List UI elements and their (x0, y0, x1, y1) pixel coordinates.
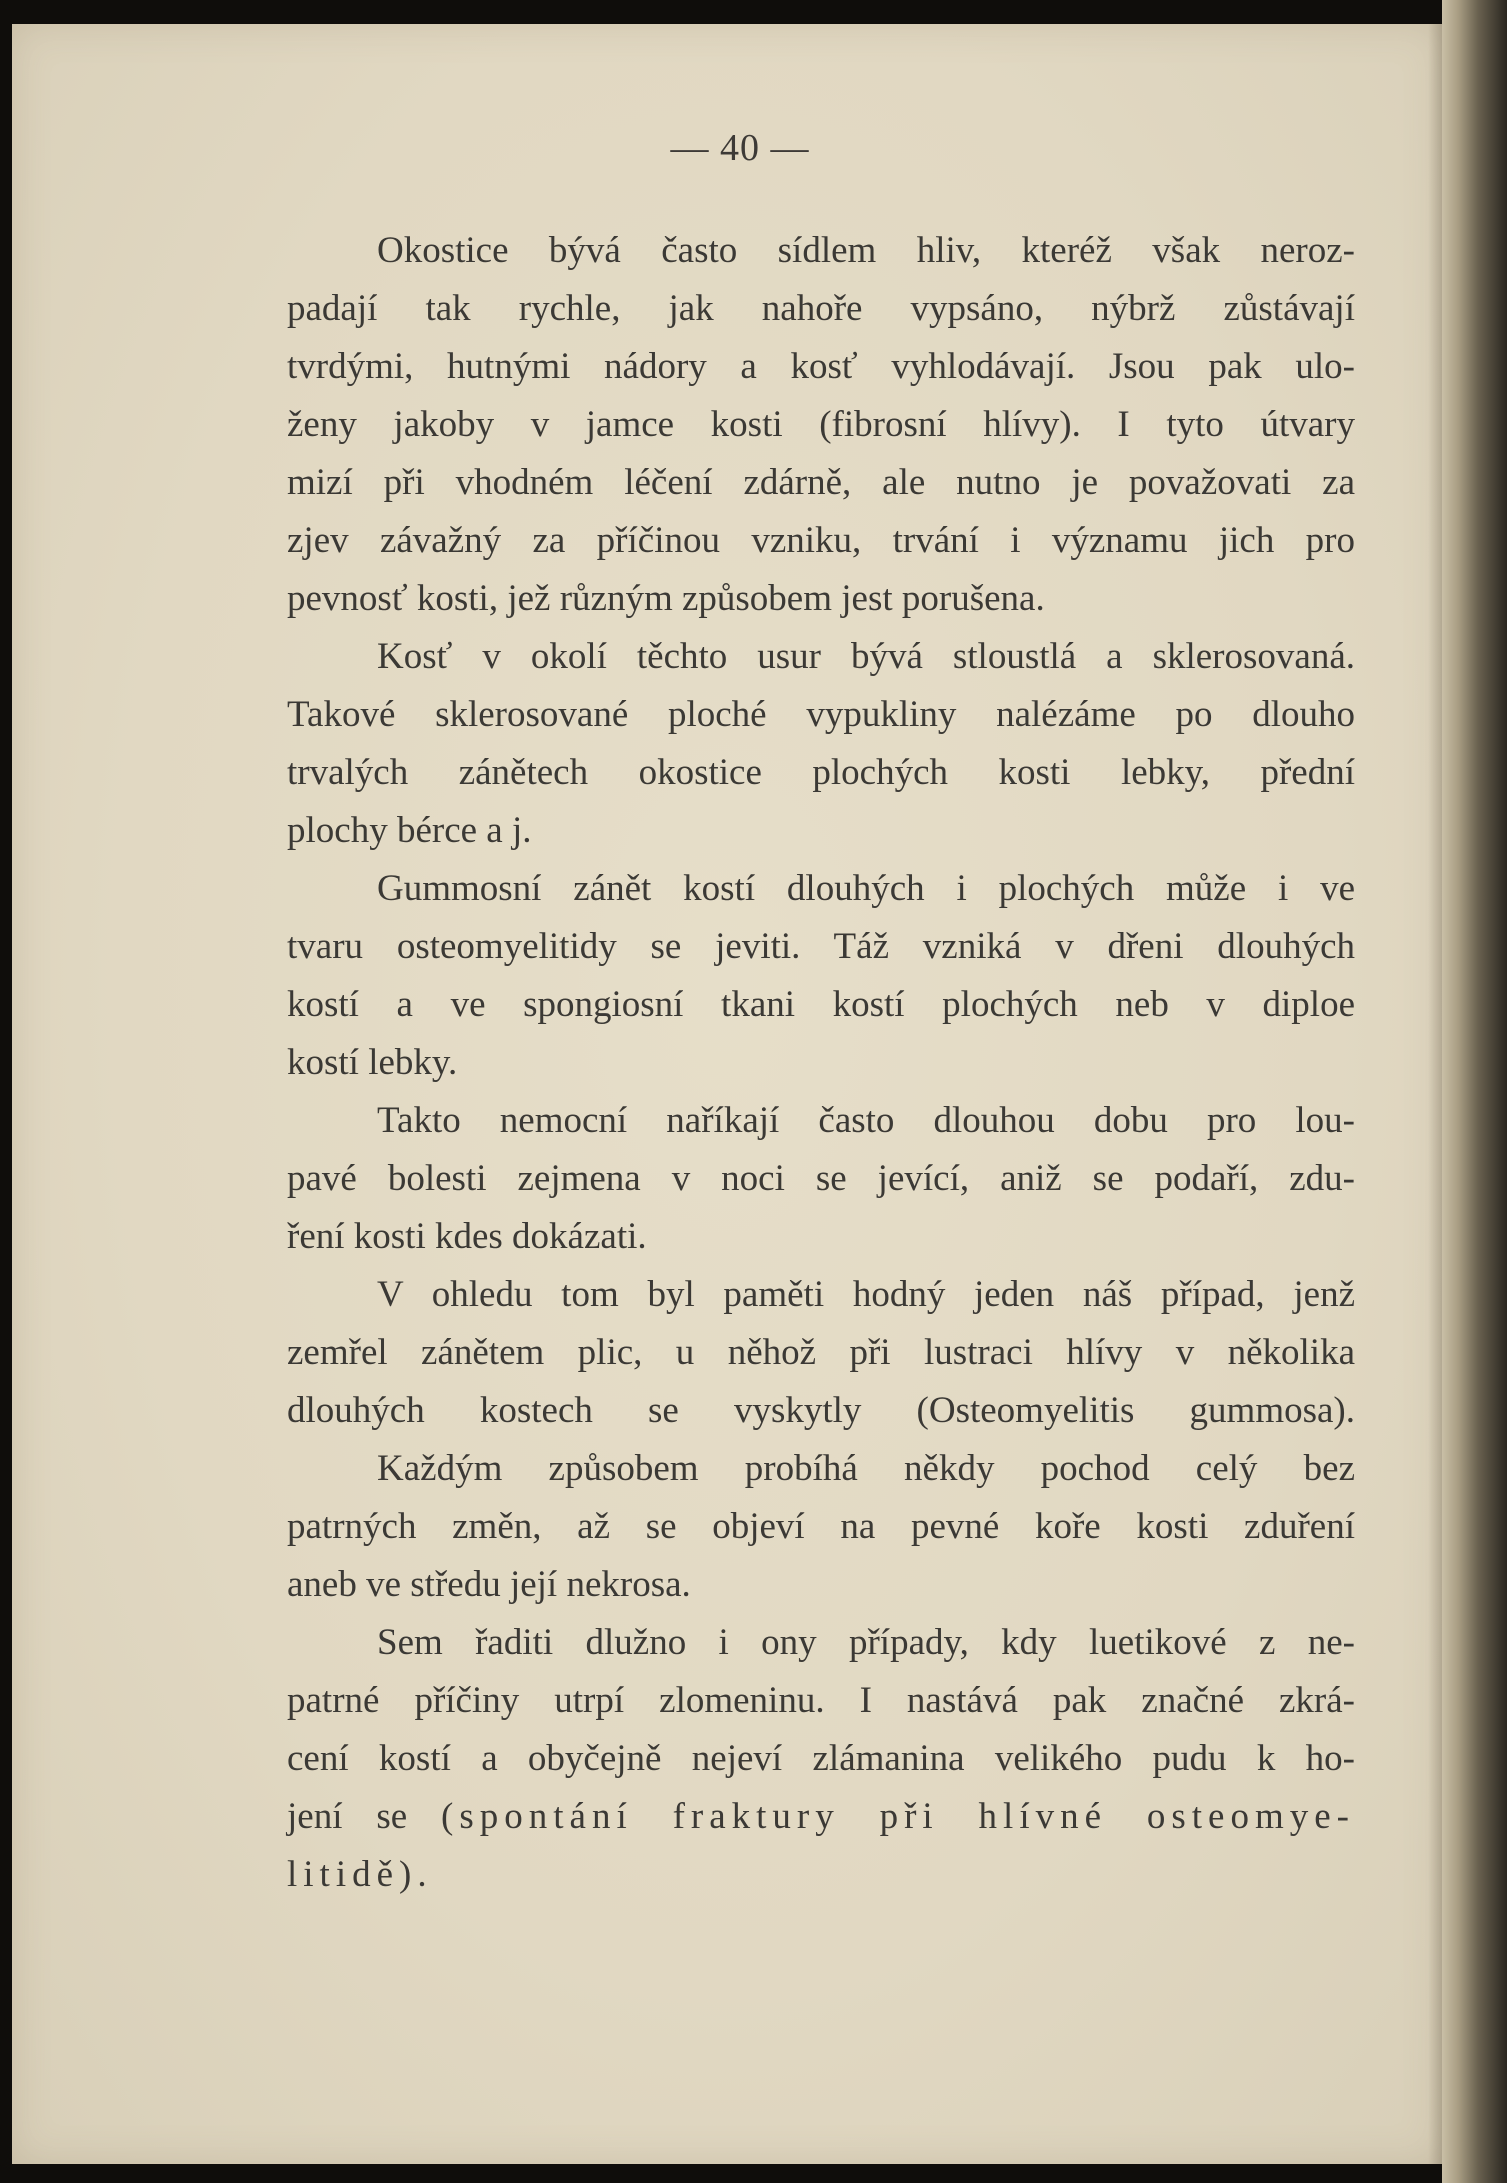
text-line: Takto nemocní naříkají často dlouhou dobu pro lou- (377, 1100, 1355, 1141)
text-line: plochy bérce a j. (287, 810, 532, 851)
text-line: litidě). (287, 1854, 433, 1895)
text-line: ženy jakoby v jamce kosti (fibrosní hlívy). I tyto útvary (287, 404, 1355, 445)
page-number: — 40 — (670, 127, 810, 169)
text-line: kostí lebky. (287, 1042, 458, 1083)
text-line: padají tak rychle, jak nahoře vypsáno, nýbrž zůstávají (287, 288, 1355, 329)
text-line: Okostice bývá často sídlem hliv, kteréž však neroz- (377, 230, 1355, 271)
text-line: kostí a ve spongiosní tkani kostí plochých neb v diploe (287, 984, 1355, 1025)
text-line: aneb ve středu její nekrosa. (287, 1564, 691, 1605)
text-line: V ohledu tom byl paměti hodný jeden náš případ, jenž (377, 1274, 1355, 1315)
text-line: ření kosti kdes dokázati. (287, 1216, 647, 1257)
text-line: dlouhých kostech se vyskytly (Osteomyelitis gummosa). (287, 1390, 1355, 1431)
text-line: tvaru osteomyelitidy se jeviti. Táž vzniká v dřeni dlouhých (287, 926, 1355, 967)
text-line: mizí při vhodném léčení zdárně, ale nutno je považovati za (287, 462, 1355, 503)
text-line: zjev závažný za příčinou vzniku, trvání i významu jich pro (287, 520, 1355, 561)
text-line: pevnosť kosti, jež různým způsobem jest porušena. (287, 578, 1045, 619)
text-line: Kosť v okolí těchto usur bývá stloustlá a sklerosovaná. (377, 636, 1355, 677)
text-line: Sem řaditi dlužno i ony případy, kdy luetikové z ne- (377, 1622, 1355, 1663)
text-line: patrných změn, až se objeví na pevné kořе kosti zduření (287, 1506, 1355, 1547)
text-line: pavé bolesti zejmena v noci se jevící, aniž se podaří, zdu- (287, 1158, 1355, 1199)
text-line: cení kostí a obyčejně nejeví zlámanina velikého pudu k ho- (287, 1738, 1355, 1779)
text-line: zemřel zánětem plic, u něhož při lustraci hlívy v několika (287, 1332, 1355, 1373)
text-line: patrné příčiny utrpí zlomeninu. I nastává pak značné zkrá- (287, 1680, 1355, 1721)
text-line: Gummosní zánět kostí dlouhých i plochých může i ve (377, 868, 1355, 909)
book-binding (1442, 0, 1507, 2183)
text-line: trvalých zánětech okostice plochých kosti lebky, přední (287, 752, 1355, 793)
text-line: jení se (spontání fraktury při hlívné osteomye- (287, 1796, 1355, 1837)
text-line: tvrdými, hutnými nádory a kosť vyhlodávají. Jsou pak ulo- (287, 346, 1355, 387)
text-line: Takové sklerosované ploché vypukliny nalézáme po dlouho (287, 694, 1355, 735)
body-text (287, 222, 1355, 1904)
text-line: Každým způsobem probíhá někdy pochod celý bez (377, 1448, 1355, 1489)
